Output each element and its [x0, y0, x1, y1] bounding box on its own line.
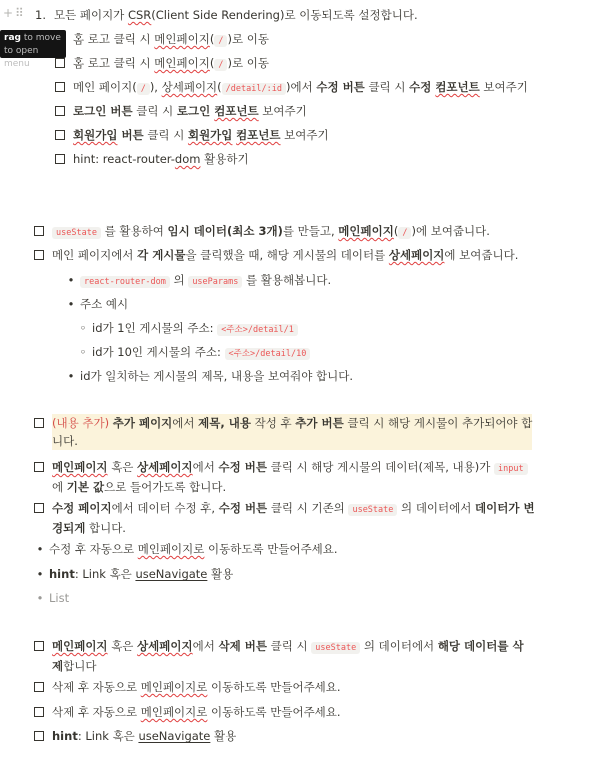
bullet-item: • 주소 예시	[62, 295, 128, 313]
todo-checkbox[interactable]	[34, 731, 44, 741]
todo-item: 수정 페이지에서 데이터 수정 후, 수정 버튼 클릭 시 기존의 useState 의 데이터에서 데이터가 변 경되게 합니다.	[34, 499, 564, 537]
todo-item: 로그인 버튼 클릭 시 로그인 컴포넌트 보여주기	[55, 102, 307, 120]
todo-item: 메인 페이지( / ), 상세페이지( /detail/:id )에서 수정 버튼 클릭 시 수정 컴포넌트 보여주기	[55, 78, 528, 98]
todo-checkbox[interactable]	[34, 226, 44, 236]
bullet-dot-icon: •	[67, 273, 75, 287]
todo-checkbox[interactable]	[34, 503, 44, 513]
bullet-item: • react-router-dom 의 useParams 를 활용해봅니다.	[62, 271, 331, 291]
todo-item: 메인페이지 혹은 상세페이지에서 수정 버튼 클릭 시 해당 게시물의 데이터(제목, 내용)가 input 에 기본 값으로 들어가도록 합니다.	[34, 458, 564, 496]
bullet-item: • hint: Link 혹은 useNavigate 활용	[31, 565, 233, 583]
bullet-dot-icon: •	[67, 369, 75, 383]
bullet-item-placeholder[interactable]: • List	[31, 589, 69, 607]
todo-item: 홈 로고 클릭 시 메인페이지( / )로 이동	[55, 30, 269, 50]
add-block-icon[interactable]: +	[3, 6, 14, 20]
todo-checkbox[interactable]	[34, 250, 44, 260]
todo-checkbox[interactable]	[55, 82, 65, 92]
item-text: 모든 페이지가 CSR(Client Side Rendering)로 이동되도록 설정합니다.	[53, 8, 418, 22]
todo-item: (내용 추가) 추가 페이지에서 제목, 내용 작성 후 추가 버튼 클릭 시 해당 게시물이 추가되어야 합 니다.	[34, 414, 564, 450]
todo-item: hint: Link 혹은 useNavigate 활용	[34, 727, 236, 745]
bullet-dot-icon: •	[36, 542, 44, 556]
todo-checkbox[interactable]	[34, 707, 44, 717]
todo-checkbox[interactable]	[34, 641, 44, 651]
circle-bullet-icon: ◦	[79, 321, 87, 335]
circle-bullet-icon: ◦	[79, 345, 87, 359]
bullet-item: • id가 일치하는 게시물의 제목, 내용을 보여줘야 합니다.	[62, 367, 353, 385]
todo-checkbox[interactable]	[55, 106, 65, 116]
todo-checkbox[interactable]	[34, 418, 44, 428]
todo-checkbox[interactable]	[34, 682, 44, 692]
todo-item: 삭제 후 자동으로 메인페이지로 이동하도록 만들어주세요.	[34, 703, 341, 721]
todo-item: 메인 페이지에서 각 게시물을 클릭했을 때, 해당 게시물의 데이터를 상세페이지에 보여줍니다.	[34, 246, 518, 264]
todo-item: 메인페이지 혹은 상세페이지에서 삭제 버튼 클릭 시 useState 의 데이터에서 해당 데이터를 삭 제합니다	[34, 637, 564, 675]
drag-tooltip: rag to move to open menu	[0, 30, 66, 58]
numbered-item	[35, 6, 418, 24]
todo-checkbox[interactable]	[34, 462, 44, 472]
todo-checkbox[interactable]	[55, 130, 65, 140]
sub-bullet-item: ◦ id가 1인 게시물의 주소: <주소>/detail/1	[74, 319, 298, 339]
todo-item: useState 를 활용하여 임시 데이터(최소 3개)를 만들고, 메인페이지( / )에 보여줍니다.	[34, 222, 490, 242]
todo-item: hint: react-router-dom 활용하기	[55, 150, 249, 168]
todo-item: 회원가입 버튼 클릭 시 회원가입 컴포넌트 보여주기	[55, 126, 329, 144]
bullet-dot-icon: •	[36, 567, 44, 581]
todo-checkbox[interactable]	[55, 154, 65, 164]
drag-handle-icon[interactable]: ⠿	[15, 6, 24, 20]
list-number: 1.	[35, 8, 46, 22]
bullet-dot-icon: •	[67, 297, 75, 311]
todo-item: 삭제 후 자동으로 메인페이지로 이동하도록 만들어주세요.	[34, 678, 341, 696]
sub-bullet-item: ◦ id가 10인 게시물의 주소: <주소>/detail/10	[74, 343, 310, 363]
bullet-item: • 수정 후 자동으로 메인페이지로 이동하도록 만들어주세요.	[31, 540, 338, 558]
todo-item: 홈 로고 클릭 시 메인페이지( / )로 이동	[55, 54, 269, 74]
bullet-dot-icon: •	[36, 591, 44, 605]
